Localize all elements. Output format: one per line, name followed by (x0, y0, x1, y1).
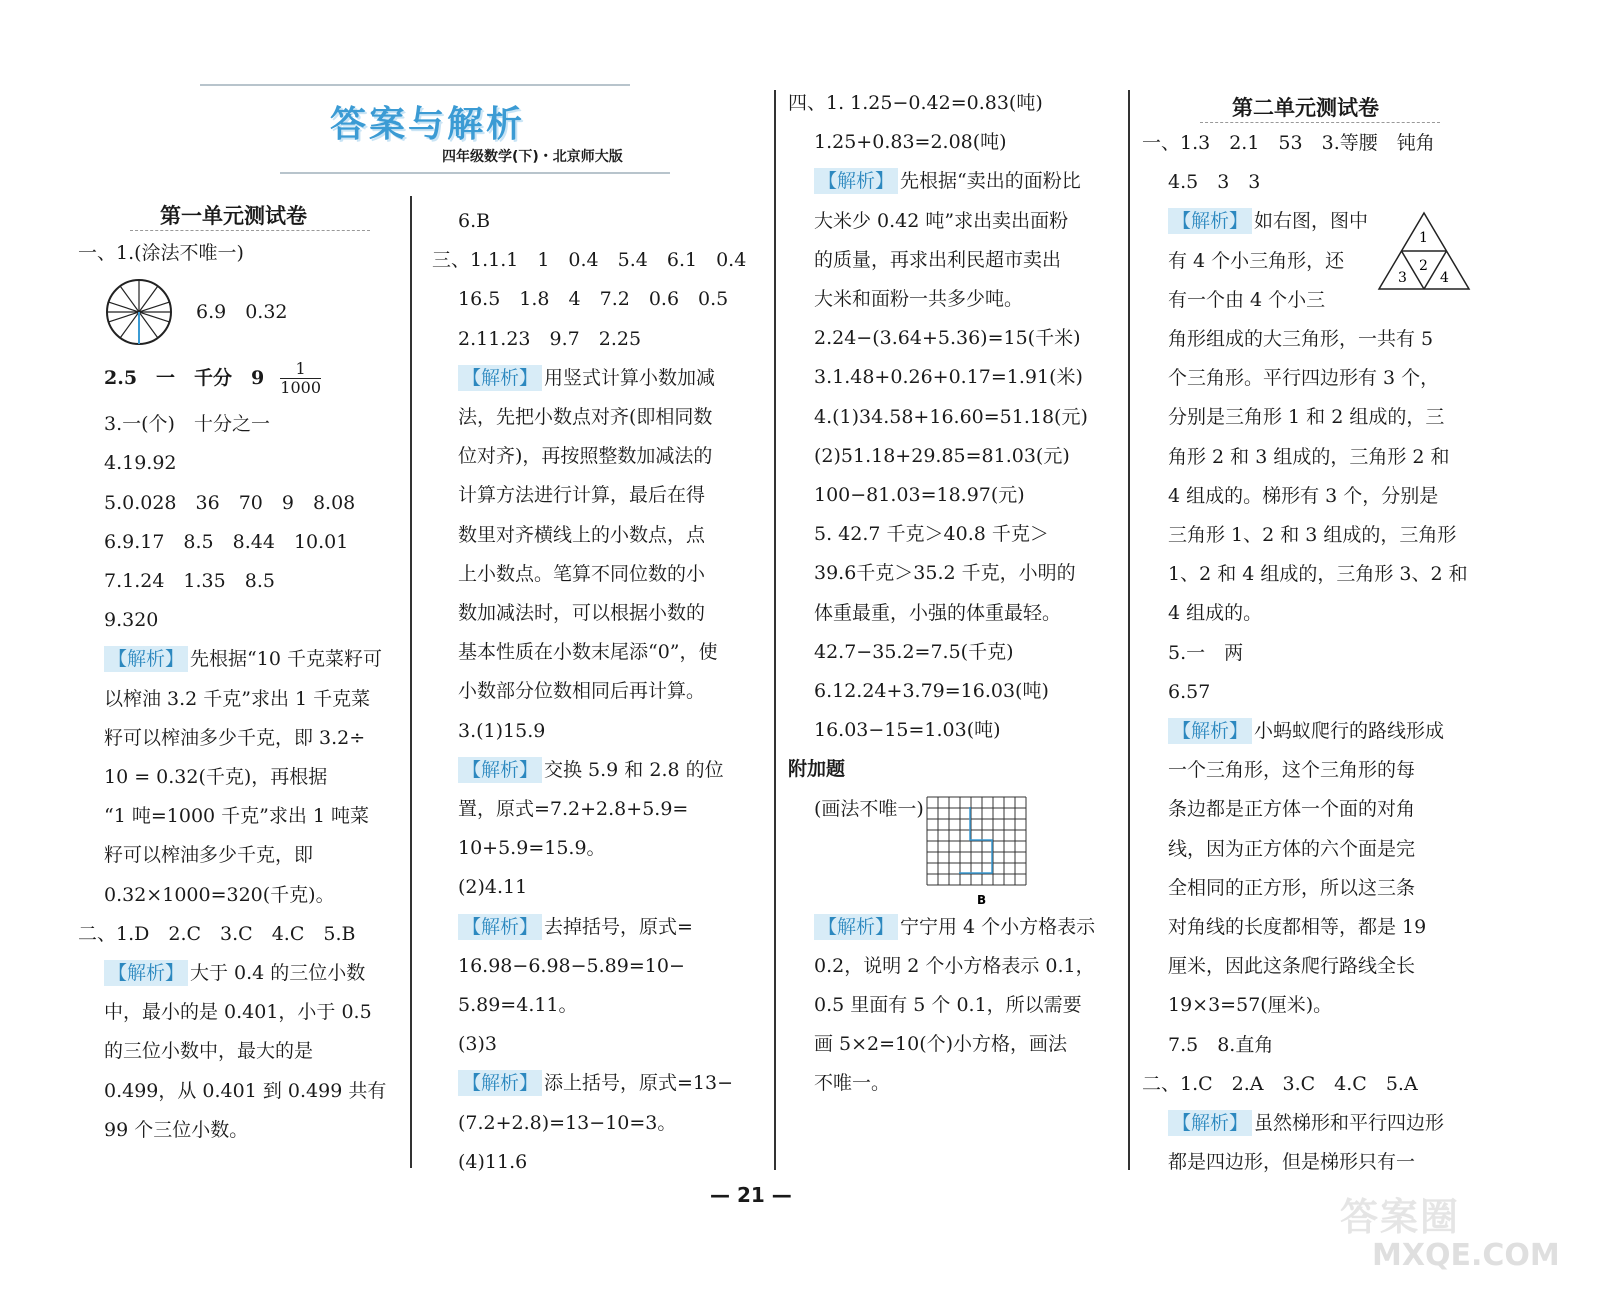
q1-4: 4.19.92 (104, 452, 177, 475)
fraction: $\frac{1}{1000}$ (280, 358, 321, 397)
analysis-line: 【解析】 交换 5.9 和 2.8 的位 (432, 751, 772, 790)
q3-1-cont: 16.5 1.8 4 7.2 0.6 0.5 (458, 288, 729, 311)
q1-7: 7.1.24 1.35 8.5 (104, 570, 275, 593)
triangle-figure-icon (1376, 210, 1472, 292)
analysis-line: 10 = 0.32(千克)，再根据 (104, 766, 328, 789)
analysis-line: 个三角形。平行四边形有 3 个， (1168, 367, 1440, 390)
analysis-line: 上小数点。笔算不同位数的小 (458, 562, 706, 585)
analysis-tag: 【解析】 (814, 168, 898, 194)
page-subtitle: 四年级数学(下)・北京师大版 (442, 149, 623, 165)
analysis-line: 位对齐)，再按照整数加减法的 (458, 445, 713, 468)
extra-note: (画法不唯一) (814, 797, 924, 820)
q4-5-cont: 体重最重，小强的体重最轻。 (814, 601, 1062, 624)
column-1 (78, 234, 403, 1150)
analysis-line: 线，因为正方体的六个面是完 (1168, 837, 1416, 860)
analysis-line: 0.32×1000=320(千克)。 (104, 883, 335, 906)
q3-3-1: 3.(1)15.9 (458, 719, 546, 742)
analysis-tag: 【解析】 (458, 914, 542, 940)
q3-2: 2.11.23 9.7 2.25 (458, 327, 642, 350)
q3-3-3: (3)3 (458, 1033, 498, 1056)
analysis-line: 10+5.9=15.9。 (458, 837, 606, 860)
analysis-line: 的三位小数中，最大的是 (104, 1040, 314, 1063)
analysis-line: 法，先把小数点对齐(即相同数 (458, 406, 713, 429)
analysis-line: 分别是三角形 1 和 2 组成的，三 (1168, 406, 1445, 429)
watermark-url: MXQE.COM (1372, 1238, 1560, 1273)
q4-4-1: 4.(1)34.58+16.60=51.18(元) (814, 405, 1088, 428)
tri-label: 2 (1419, 258, 1428, 274)
analysis-line: (7.2+2.8)=13−10=3。 (458, 1111, 677, 1134)
section1-title: 第一单元测试卷 (160, 204, 307, 228)
analysis-line: 小数部分位数相同后再计算。 (458, 680, 706, 703)
header-rule-bottom (280, 172, 670, 174)
analysis-line: 【解析】 去掉括号，原式= (432, 908, 772, 947)
q2-answers: 二、1.D 2.C 3.C 4.C 5.B (78, 922, 356, 945)
q4-3: 3.1.48+0.26+0.17=1.91(米) (814, 366, 1083, 389)
analysis-tag: 【解析】 (104, 646, 188, 672)
analysis-line: 【解析】 宁宁用 4 个小方格表示 (788, 908, 1133, 947)
tri-label: 4 (1440, 270, 1449, 286)
q4-6-cont: 16.03−15=1.03(吨) (814, 719, 1001, 742)
analysis-line: 16.98−6.98−5.89=10− (458, 954, 685, 977)
circle-divided-icon (104, 277, 174, 347)
q1-2: 2.5 一 千分 9 $\frac{1}{1000}$ (104, 358, 321, 397)
analysis-tag: 【解析】 (458, 757, 542, 783)
analysis-line: 以榨油 3.2 千克”求出 1 千克菜 (104, 687, 371, 710)
analysis-line: 大米少 0.42 吨”求出卖出面粉 (814, 209, 1069, 232)
column-divider-1 (410, 196, 412, 1168)
grid-label: B (976, 892, 986, 907)
section4-title-underline (1200, 122, 1440, 123)
analysis-line: 置，原式=7.2+2.8+5.9= (458, 798, 689, 821)
analysis-line: 有 4 个小三角形，还 (1168, 249, 1345, 272)
tri-label: 1 (1419, 230, 1428, 246)
analysis-line: 【解析】 用竖式计算小数加减 (432, 359, 772, 398)
analysis-line: 【解析】 虽然梯形和平行四边形 (1142, 1104, 1492, 1143)
analysis-line: 99 个三位小数。 (104, 1118, 249, 1141)
section1-title-underline (130, 230, 370, 231)
analysis-line: 都是四边形，但是梯形只有一 (1168, 1151, 1416, 1174)
analysis-line: 全相同的正方形，所以这三条 (1168, 876, 1416, 899)
q1-5: 5.0.028 36 70 9 8.08 (104, 491, 356, 514)
analysis-line: 大米和面粉一共多少吨。 (814, 288, 1024, 311)
extra-figure-row (788, 790, 1133, 908)
extra-title: 附加题 (788, 758, 846, 781)
analysis-tag: 【解析】 (1168, 718, 1252, 744)
analysis-tag: 【解析】 (1168, 1110, 1252, 1136)
analysis-line: 4 组成的。 (1168, 602, 1263, 625)
q4-5-cont: 39.6千克＞35.2 千克，小明的 (814, 562, 1076, 585)
q4-4-2: (2)51.18+29.85=81.03(元) (814, 444, 1070, 467)
analysis-line: 一个三角形，这个三角形的每 (1168, 759, 1416, 782)
analysis-line: 籽可以榨油多少千克，即 (104, 844, 314, 867)
q1-answers: 一、1.3 2.1 53 3.等腰 钝角 (1142, 132, 1435, 154)
analysis-line: 的质量，再求出利民超市卖出 (814, 248, 1062, 271)
q6: 6.B (458, 210, 491, 232)
analysis-line: 厘米，因此这条爬行路线全长 (1168, 955, 1416, 978)
analysis-line: 1、2 和 4 组成的，三角形 3、2 和 (1168, 563, 1468, 586)
q1-9: 9.320 (104, 609, 159, 632)
analysis-line: 中，最小的是 0.401，小于 0.5 (104, 1001, 372, 1024)
analysis-line: 条边都是正方体一个面的对角 (1168, 798, 1416, 821)
analysis-line: 【解析】 先根据“10 千克菜籽可 (78, 640, 403, 679)
analysis-line: 基本性质在小数末尾添“0”，使 (458, 641, 718, 664)
q4-4-3: 100−81.03=18.97(元) (814, 484, 1025, 507)
q1-3: 3.一(个) 十分之一 (104, 413, 270, 436)
q4-1: 四、1. 1.25−0.42=0.83(吨) (788, 92, 1043, 114)
analysis-tag: 【解析】 (1168, 208, 1252, 234)
analysis-line: 【解析】 小蚂蚁爬行的路线形成 (1142, 712, 1492, 751)
analysis-tag: 【解析】 (104, 960, 188, 986)
column-divider-2 (774, 90, 776, 1170)
page-number: — 21 — (710, 1183, 792, 1207)
column-2 (432, 202, 772, 1182)
analysis-line: 数里对齐横线上的小数点，点 (458, 523, 706, 546)
q1-1: 一、1.(涂法不唯一) (78, 242, 244, 264)
q3-3-2: (2)4.11 (458, 876, 528, 899)
analysis-line: 0.2，说明 2 个小方格表示 0.1， (814, 954, 1095, 977)
q1-5: 5.一 两 (1168, 641, 1244, 664)
analysis-line: 画 5×2=10(个)小方格，画法 (814, 1033, 1068, 1056)
q4-5: 5. 42.7 千克＞40.8 千克＞ (814, 523, 1049, 546)
watermark-logo: 答案圈 (1340, 1195, 1461, 1239)
analysis-tag: 【解析】 (458, 365, 542, 391)
analysis-line: 数加减法时，可以根据小数的 (458, 602, 706, 625)
analysis-line: “1 吨=1000 千克”求出 1 吨菜 (104, 805, 370, 828)
q2-answers: 二、1.C 2.A 3.C 4.C 5.A (1142, 1072, 1418, 1095)
tri-label: 3 (1398, 270, 1407, 286)
q4-5-calc: 42.7−35.2=7.5(千克) (814, 640, 1014, 663)
analysis-line: 4 组成的。梯形有 3 个，分别是 (1168, 484, 1439, 507)
analysis-tag: 【解析】 (814, 914, 898, 940)
analysis-line: 【解析】 大于 0.4 的三位小数 (78, 954, 403, 993)
q4-6: 6.12.24+3.79=16.03(吨) (814, 680, 1049, 703)
analysis-line: 角形组成的大三角形，一共有 5 (1168, 328, 1434, 351)
q3-1: 三、1.1.1 1 0.4 5.4 6.1 0.4 (432, 249, 747, 272)
q4-2: 2.24−(3.64+5.36)=15(千米) (814, 327, 1081, 350)
analysis-line: 角形 2 和 3 组成的，三角形 2 和 (1168, 445, 1450, 468)
analysis-line: 19×3=57(厘米)。 (1168, 994, 1333, 1017)
analysis-line: 不唯一。 (814, 1072, 891, 1095)
analysis-line: 【解析】 如右图，图中 (1142, 202, 1492, 241)
page-title: 答案与解析 (330, 104, 526, 145)
analysis-line: 计算方法进行计算，最后在得 (458, 484, 706, 507)
analysis-tag: 【解析】 (458, 1070, 542, 1096)
q1-6: 6.9.17 8.5 8.44 10.01 (104, 530, 349, 553)
q1-1-figure-row (78, 273, 403, 351)
q1-7-8: 7.5 8.直角 (1168, 1033, 1274, 1056)
grid-figure-icon (926, 796, 1038, 908)
analysis-line: 三角形 1、2 和 3 组成的，三角形 (1168, 524, 1457, 547)
column-3 (788, 84, 1133, 1104)
section4-title: 第二单元测试卷 (1232, 96, 1379, 120)
analysis-line: 5.89=4.11。 (458, 994, 578, 1017)
q1-6: 6.57 (1168, 680, 1211, 703)
q1-1-values: 6.9 0.32 (196, 300, 288, 323)
q1-4: 4.5 3 3 (1168, 171, 1261, 194)
analysis-line: 【解析】 先根据“卖出的面粉比 (788, 162, 1133, 201)
q4-1-cont: 1.25+0.83=2.08(吨) (814, 131, 1007, 154)
analysis-line: 【解析】 添上括号，原式=13− (432, 1064, 772, 1103)
analysis-line: 有一个由 4 个小三 (1168, 288, 1326, 311)
q3-3-4: (4)11.6 (458, 1150, 528, 1173)
analysis-line: 0.499，从 0.401 到 0.499 共有 (104, 1079, 387, 1102)
analysis-line: 0.5 里面有 5 个 0.1，所以需要 (814, 994, 1082, 1017)
header-rule-top (200, 84, 630, 86)
analysis-line: 对角线的长度都相等，都是 19 (1168, 916, 1427, 939)
analysis-line: 籽可以榨油多少千克，即 3.2÷ (104, 726, 366, 749)
